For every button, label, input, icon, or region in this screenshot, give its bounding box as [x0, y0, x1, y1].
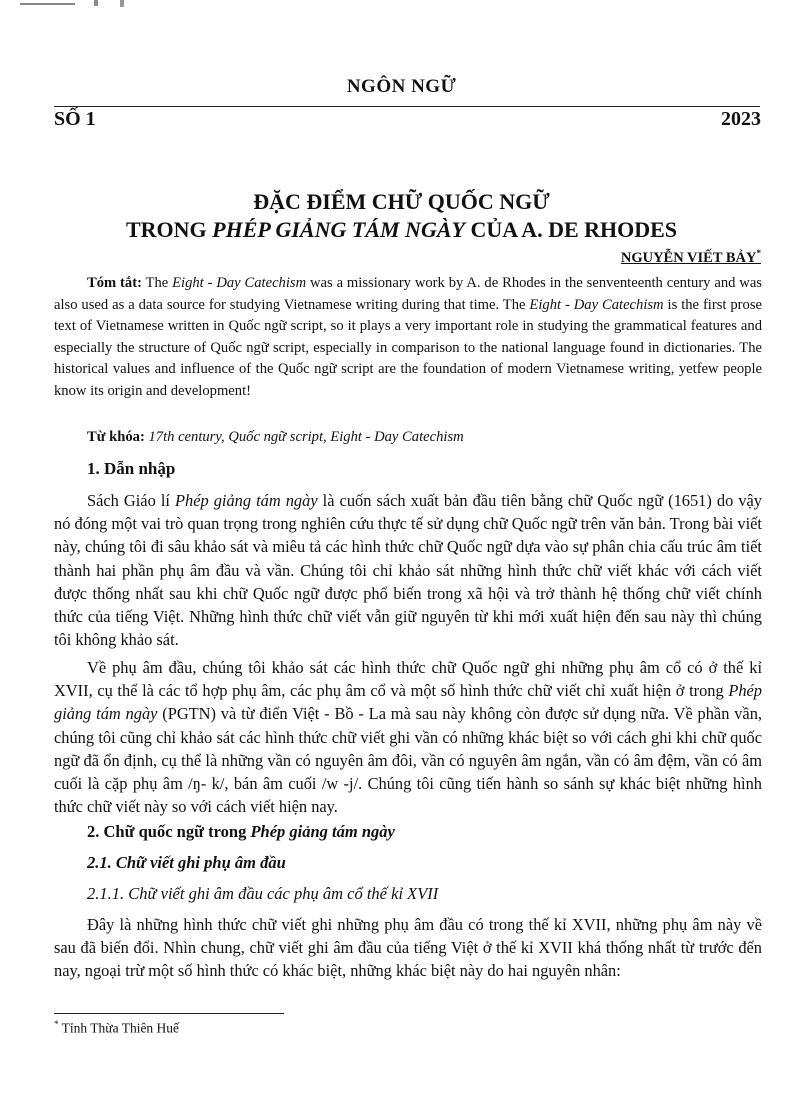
footnote-divider	[54, 1013, 284, 1014]
keywords-value: 17th century, Quốc ngữ script, Eight - Day Catechism	[144, 429, 464, 445]
scan-artifact	[94, 0, 98, 6]
subsection-heading-2-1-1: 2.1.1. Chữ viết ghi âm đầu các phụ âm cổ thế kỉ XVII	[87, 884, 439, 903]
keywords-label: Từ khóa:	[87, 429, 145, 445]
abstract: Tóm tắt: The Eight - Day Catechism was a missionary work by A. de Rhodes in the senventeenth century and was also used as a data source for studying Vietnamese writing during that time. The Eight - Day Catechism is the first prose text of Vietnamese written in Quốc ngữ script, so it plays a very important role in studying the grammatical features and especially the structure of Quốc ngữ script, especially in comparison to the national language found in dictionaries. The historical values and influence of the Quốc ngữ script are the foundation of modern Vietnamese writing, yetfew people know its origin and development!	[54, 275, 762, 399]
section-heading-2: 2. Chữ quốc ngữ trong Phép giảng tám ngày	[87, 822, 395, 841]
issue-year: 2023	[721, 108, 761, 130]
paragraph-3: Đây là những hình thức chữ viết ghi những phụ âm đầu có trong thế kỉ XVII, những phụ âm này về sau đã biến đổi. Nhìn chung, chữ viết ghi âm đầu của tiếng Việt ở thế kỉ XVII khá thống nhất từ trước đến nay, ngoại trừ một số hình thức có khác biệt, những khác biệt này do hai nguyên nhân:	[54, 915, 762, 981]
keywords	[87, 429, 464, 446]
article-title-line-1: ĐẶC ĐIỂM CHỮ QUỐC NGỮ	[253, 189, 550, 214]
footnote: * Tỉnh Thừa Thiên Huế	[54, 1019, 180, 1036]
scan-artifact	[120, 0, 124, 7]
subsection-heading-2-1: 2.1. Chữ viết ghi phụ âm đầu	[87, 853, 286, 872]
article-title-line-2: TRONG PHÉP GIẢNG TÁM NGÀY CỦA A. DE RHODES	[125, 217, 678, 242]
abstract-label: Tóm tắt:	[87, 275, 142, 291]
section-heading-1: 1. Dẫn nhập	[87, 459, 176, 478]
journal-name: NGÔN NGỮ	[346, 76, 457, 97]
issue-number: SỐ 1	[54, 108, 96, 130]
author-name: NGUYỄN VIẾT BẢY*	[620, 248, 761, 266]
paragraph-1: Sách Giáo lí Phép giảng tám ngày là cuốn sách xuất bản đầu tiên bằng chữ Quốc ngữ (1651) do vậy nó đóng một vai trò quan trọng trong nghiên cứu thực tế sử dụng chữ Quốc ngữ trên văn bản. Trong bài viết này, chúng tôi đi sâu khảo sát và miêu tả các hình thức chữ Quốc ngữ dựa vào sự phân chia cấu trúc âm tiết thành hai phần phụ âm đầu và vần. Chúng tôi chỉ khảo sát những hình thức chữ viết khác với cách viết được thống nhất sau khi chữ Quốc ngữ được phổ biến trong xã hội và trở thành hệ thống chữ viết chính thức của tiếng Việt. Những hình thức chữ viết vẫn giữ nguyên từ khi mới xuất hiện đến sau này thì chúng tôi không khảo sát.	[54, 491, 762, 650]
header-divider	[54, 106, 760, 107]
paragraph-2: Về phụ âm đầu, chúng tôi khảo sát các hình thức chữ Quốc ngữ ghi những phụ âm cổ có ở thế kỉ XVII, cụ thể là các tổ hợp phụ âm, các phụ âm cổ và một số hình thức chữ viết chỉ xuất hiện ở trong Phép giảng tám ngày (PGTN) và từ điển Việt - Bồ - La mà sau này không còn được sử dụng nữa. Về phần vần, chúng tôi cũng chỉ khảo sát các hình thức chữ viết ghi vần có những khác biệt so với cách ghi khi chữ quốc ngữ đã ổn định, cụ thể là những vần có nguyên âm đôi, vần có nguyên âm ngắn, vần có âm đệm, vần có âm cuối là cặp phụ âm /ŋ- k/, bán âm cuối /w -j/. Chúng tôi cũng tiến hành so sánh sự khác biệt những hình thức chữ viết này so với cách viết hiện nay.	[54, 658, 762, 817]
scan-artifact	[20, 3, 75, 5]
